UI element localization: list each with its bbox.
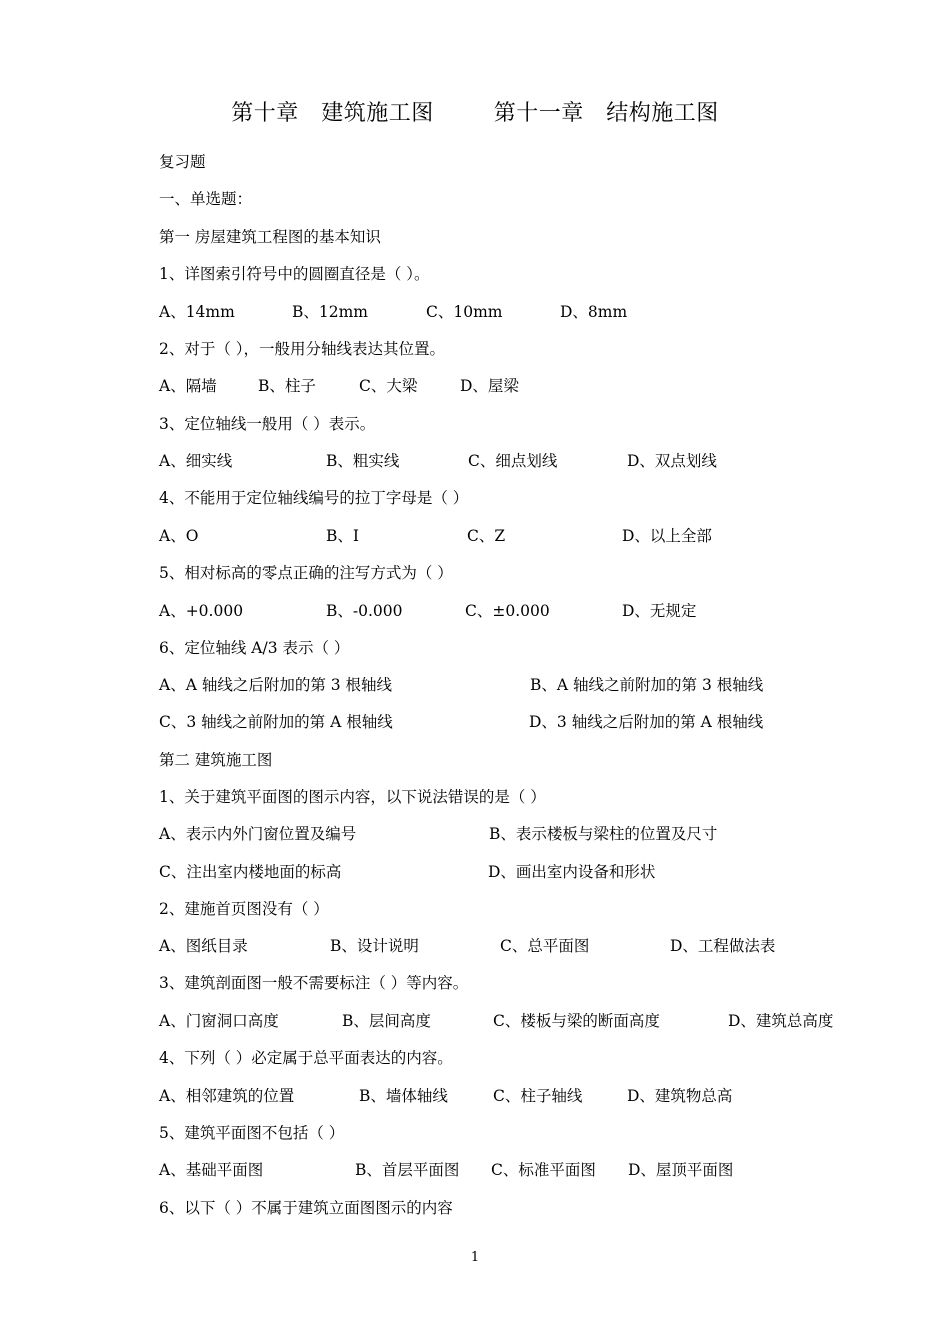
option-c: C、楼板与梁的断面高度 <box>493 1012 660 1030</box>
question-text: 5、相对标高的零点正确的注写方式为（ ） <box>159 564 453 582</box>
section-heading: 一、单选题： <box>159 190 253 208</box>
option-d: D、以上全部 <box>622 527 712 545</box>
question-text: 1、关于建筑平面图的图示内容，以下说法错误的是（ ） <box>159 788 546 806</box>
question-text: 4、下列（ ）必定属于总平面表达的内容。 <box>159 1049 453 1067</box>
option-c: C、±0.000 <box>465 602 550 620</box>
question-text: 6、定位轴线 A/3 表示（ ） <box>159 639 350 657</box>
question-text: 5、建筑平面图不包括（ ） <box>159 1124 345 1142</box>
option-d: D、建筑物总高 <box>627 1087 733 1105</box>
option-a: A、图纸目录 <box>159 937 248 955</box>
option-a: A、14mm <box>159 303 235 321</box>
option-c: C、柱子轴线 <box>493 1087 583 1105</box>
option-d: D、画出室内设备和形状 <box>488 863 656 881</box>
option-b: B、12mm <box>292 303 369 321</box>
question-text: 4、不能用于定位轴线编号的拉丁字母是（ ） <box>159 489 469 507</box>
option-b: B、-0.000 <box>326 602 403 620</box>
option-a: A、相邻建筑的位置 <box>159 1087 295 1105</box>
question-text: 2、对于（ ），一般用分轴线表达其位置。 <box>159 340 446 358</box>
option-d: D、建筑总高度 <box>728 1012 834 1030</box>
option-a: A、隔墙 <box>159 377 217 395</box>
question-text: 3、定位轴线一般用（ ）表示。 <box>159 415 376 433</box>
question-text: 1、详图索引符号中的圆圈直径是（ ）。 <box>159 265 430 283</box>
option-b: B、粗实线 <box>326 452 400 470</box>
part-heading: 第二 建筑施工图 <box>159 751 273 769</box>
option-c: C、大梁 <box>359 377 418 395</box>
page-title: 第十章 建筑施工图 第十一章 结构施工图 <box>231 101 719 126</box>
option-a: A、细实线 <box>159 452 233 470</box>
option-a: A、表示内外门窗位置及编号 <box>159 825 357 843</box>
question-text: 6、以下（ ）不属于建筑立面图图示的内容 <box>159 1199 453 1217</box>
option-b: B、层间高度 <box>342 1012 431 1030</box>
part-heading: 第一 房屋建筑工程图的基本知识 <box>159 228 381 246</box>
page-number: 1 <box>470 1250 480 1265</box>
option-a: A、A 轴线之后附加的第 3 根轴线 <box>159 676 393 694</box>
option-b: B、A 轴线之前附加的第 3 根轴线 <box>530 676 764 694</box>
option-c: C、总平面图 <box>500 937 590 955</box>
question-text: 3、建筑剖面图一般不需要标注（ ）等内容。 <box>159 974 469 992</box>
option-a: A、门窗洞口高度 <box>159 1012 279 1030</box>
option-d: D、3 轴线之后附加的第 A 根轴线 <box>529 713 764 731</box>
option-c: C、细点划线 <box>468 452 558 470</box>
option-b: B、首层平面图 <box>355 1161 460 1179</box>
option-a: A、O <box>159 527 199 545</box>
question-text: 2、建施首页图没有（ ） <box>159 900 329 918</box>
option-b: B、墙体轴线 <box>359 1087 448 1105</box>
option-d: D、双点划线 <box>627 452 717 470</box>
option-d: D、屋顶平面图 <box>628 1161 734 1179</box>
option-d: D、无规定 <box>622 602 697 620</box>
option-d: D、工程做法表 <box>670 937 776 955</box>
option-a: A、+0.000 <box>159 602 244 620</box>
review-heading: 复习题 <box>159 153 206 171</box>
option-b: B、设计说明 <box>330 937 419 955</box>
option-c: C、Z <box>467 527 506 545</box>
option-b: B、柱子 <box>258 377 316 395</box>
option-c: C、3 轴线之前附加的第 A 根轴线 <box>159 713 393 731</box>
option-c: C、注出室内楼地面的标高 <box>159 863 342 881</box>
option-b: B、表示楼板与梁柱的位置及尺寸 <box>489 825 718 843</box>
option-c: C、10mm <box>426 303 503 321</box>
option-c: C、标准平面图 <box>491 1161 596 1179</box>
option-d: D、屋梁 <box>460 377 519 395</box>
option-b: B、I <box>326 527 360 545</box>
option-a: A、基础平面图 <box>159 1161 264 1179</box>
option-d: D、8mm <box>560 303 628 321</box>
